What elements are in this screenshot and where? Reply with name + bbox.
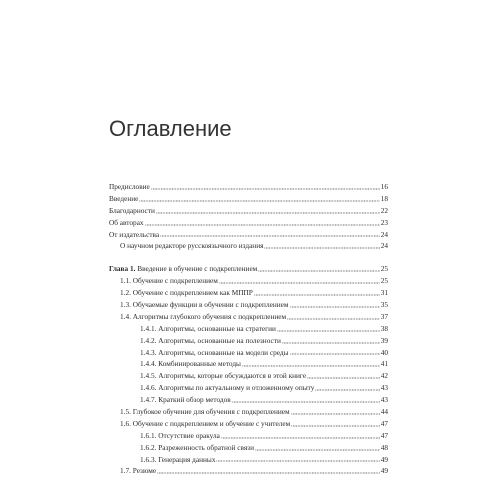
toc-entry-title: 1.4.6. Алгоритмы по актуальному и отложенному опыту xyxy=(140,383,315,393)
toc-entry[interactable] xyxy=(109,275,388,287)
dot-leader xyxy=(264,247,379,249)
chapter-title: Введение в обучение с подкреплением xyxy=(137,264,258,274)
dot-leader xyxy=(255,449,380,451)
toc-page-number: 39 xyxy=(380,335,388,345)
toc-entry-title: 1.4.5. Алгоритмы, которые обсуждаются в этой книге xyxy=(140,371,307,381)
toc-page-number: 49 xyxy=(380,454,388,464)
dot-leader xyxy=(315,389,379,391)
toc-entry-title: 1.4.4. Комбинированные методы xyxy=(140,359,241,369)
toc-page-number: 31 xyxy=(380,288,388,298)
toc-entry-title: 1.5. Глубокое обучение для обучения с подкреплением xyxy=(120,407,290,417)
dot-leader xyxy=(254,294,380,296)
toc-page-number: 16 xyxy=(380,182,388,191)
toc-page-number: 25 xyxy=(380,264,388,274)
toc-page-number: 22 xyxy=(380,205,388,215)
toc-entry[interactable] xyxy=(109,418,388,430)
toc-entry-title: 1.6.1. Отсутствие оракула xyxy=(140,430,220,440)
toc-entry-title: 1.4.2. Алгоритмы, основанные на полезности xyxy=(140,335,281,345)
toc-entry[interactable] xyxy=(109,442,388,454)
toc-page-number: 49 xyxy=(380,466,388,476)
toc-entry[interactable] xyxy=(109,465,388,477)
toc-entry[interactable] xyxy=(109,229,388,241)
dot-leader xyxy=(156,212,380,214)
toc-page-number: 41 xyxy=(380,359,388,369)
toc-entry[interactable] xyxy=(109,370,388,382)
table-of-contents xyxy=(109,181,388,477)
toc-page-number: 43 xyxy=(380,383,388,393)
toc-entry-title: Введение xyxy=(109,193,139,203)
dot-leader xyxy=(160,235,380,237)
toc-page-number: 44 xyxy=(380,407,388,417)
dot-leader xyxy=(242,365,380,367)
toc-entry-title: 1.7. Резюме xyxy=(120,466,157,476)
dot-leader xyxy=(290,306,380,308)
toc-entry[interactable] xyxy=(109,181,388,193)
dot-leader xyxy=(290,353,380,355)
toc-page-number: 43 xyxy=(380,395,388,405)
dot-leader xyxy=(219,282,380,284)
toc-page-number: 47 xyxy=(380,430,388,440)
dot-leader xyxy=(139,200,379,202)
toc-entry-title: 1.4. Алгоритмы глубокого обучения с подкреплением xyxy=(120,311,287,321)
chapter-number: Глава 1. xyxy=(109,264,136,274)
toc-page-number: 38 xyxy=(380,323,388,333)
dot-leader xyxy=(287,318,380,320)
dot-leader xyxy=(282,342,380,344)
dot-leader xyxy=(145,224,380,226)
toc-page-number: 24 xyxy=(380,229,388,239)
toc-entry-title: 1.3. Обучаемые функции в обучении с подкреплением xyxy=(120,300,289,310)
toc-page-number: 25 xyxy=(380,276,388,286)
toc-chapter-1 xyxy=(109,263,388,477)
dot-leader xyxy=(277,330,380,332)
toc-entry[interactable] xyxy=(109,217,388,229)
toc-entry-title: 1.4.1. Алгоритмы, основанные на стратегии xyxy=(140,323,276,333)
toc-page-number: 47 xyxy=(380,418,388,428)
dot-leader xyxy=(307,377,380,379)
toc-entry-title: 1.4.3. Алгоритмы, основанные на модели среды xyxy=(140,347,289,357)
toc-entry[interactable] xyxy=(109,299,388,311)
toc-page-number: 35 xyxy=(380,300,388,310)
toc-entry[interactable] xyxy=(109,394,388,406)
toc-page-number: 42 xyxy=(380,371,388,381)
toc-entry[interactable] xyxy=(109,323,388,335)
toc-entry-title: Благодарности xyxy=(109,205,155,215)
toc-entry-title: 1.4.7. Краткий обзор методов xyxy=(140,395,231,405)
dot-leader xyxy=(258,270,379,272)
toc-entry-title: Об авторах xyxy=(109,217,144,227)
toc-entry[interactable] xyxy=(109,335,388,347)
toc-chapter-heading[interactable] xyxy=(109,263,388,275)
dot-leader xyxy=(157,472,380,474)
toc-page-number: 23 xyxy=(380,217,388,227)
toc-entry[interactable] xyxy=(109,347,388,359)
toc-entry-title: Предисловие xyxy=(109,182,150,191)
toc-entry[interactable] xyxy=(109,358,388,370)
dot-leader xyxy=(232,401,380,403)
toc-entry-title xyxy=(109,263,257,275)
toc-entry[interactable] xyxy=(109,287,388,299)
toc-entry-title: От издательства xyxy=(109,229,160,239)
toc-entry-title: 1.6. Обучение с подкреплением и обучение с учителем xyxy=(120,418,291,428)
toc-entry[interactable] xyxy=(109,311,388,323)
dot-leader xyxy=(221,437,380,439)
dot-leader xyxy=(151,188,380,190)
toc-page-number: 24 xyxy=(380,241,388,251)
toc-entry[interactable] xyxy=(109,205,388,217)
toc-entry-title: 1.1. Обучение с подкреплением xyxy=(120,276,218,286)
toc-front-matter xyxy=(109,181,388,252)
dot-leader xyxy=(291,425,380,427)
toc-page-number: 37 xyxy=(380,311,388,321)
toc-page-number: 18 xyxy=(380,193,388,203)
toc-entry-title: 1.6.2. Разреженность обратной связи xyxy=(140,442,254,452)
toc-entry-title: 1.2. Обучение с подкреплением как МППР xyxy=(120,288,253,298)
toc-entry[interactable] xyxy=(109,454,388,466)
dot-leader xyxy=(216,460,379,462)
toc-entry[interactable] xyxy=(109,430,388,442)
dot-leader xyxy=(291,413,380,415)
toc-entry-title: 1.6.3. Генерация данных xyxy=(140,454,216,464)
toc-entry[interactable] xyxy=(109,240,388,252)
page-title: Оглавление xyxy=(109,116,232,141)
toc-page-number: 48 xyxy=(380,442,388,452)
toc-entry-title: О научном редакторе русскоязычного издания xyxy=(120,241,264,251)
toc-entry[interactable] xyxy=(109,406,388,418)
toc-page-number: 40 xyxy=(380,347,388,357)
toc-entry[interactable] xyxy=(109,193,388,205)
toc-entry[interactable] xyxy=(109,382,388,394)
